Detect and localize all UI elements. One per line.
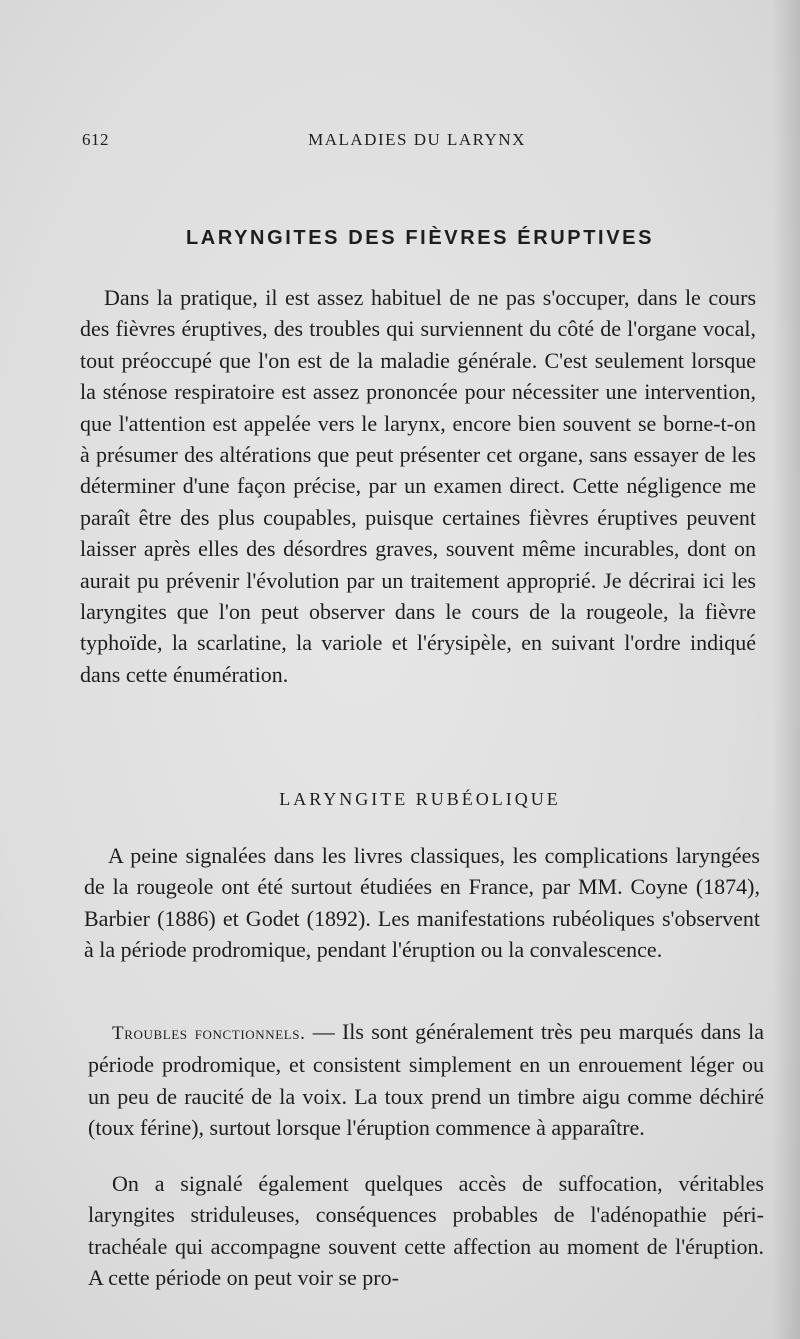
running-title: MALADIES DU LARYNX — [308, 130, 526, 149]
troubles-heading: Troubles fonctionnels. — [112, 1023, 306, 1044]
running-head — [82, 130, 752, 160]
page-number: 612 — [82, 130, 109, 149]
suffocation-paragraph: On a signalé également quelques accès de suffocation, véritables laryngites striduleuses, conséquences probables de l'adénopathie péri-trachéale qui accompagne souvent cette affection au moment de l'éruption. A cette période on peut voir se pro- — [88, 1171, 764, 1291]
rubeolique-intro-paragraph: A peine signalées dans les livres classiques, les complications laryngées de la rougeole ont été surtout étudiées en France, par MM. Coyne (1874), Barbier (1886) et Godet (1892). Les manifestations rubéoliques s'observent à la période prodromique, pendant l'éruption ou la convalescence. — [84, 843, 760, 963]
troubles-paragraph — [88, 1016, 764, 1144]
subsection-title: LARYNGITE RUBÉOLIQUE — [279, 789, 561, 809]
page-edge-shadow — [772, 0, 800, 1339]
troubles-body: — Ils sont généralement très peu marqués dans la période prodromique, et consistent simplement en un enrouement léger ou un peu de raucité de la voix. La toux prend un timbre aigu comme déchiré (toux férine), surtout lorsque l'éruption commence à apparaître. — [88, 1019, 765, 1141]
intro-paragraph: Dans la pratique, il est assez habituel de ne pas s'occuper, dans le cours des fièvres éruptives, des troubles qui surviennent du côté de l'organe vocal, tout préoccupé que l'on est de la maladie générale. C'est seulement lorsque la sténose respiratoire est assez prononcée pour nécessiter une intervention, que l'attention est appelée vers le larynx, encore bien souvent se borne-t-on à présumer des altérations que peut présenter cet organe, sans essayer de les déterminer d'une façon précise, par un examen direct. Cette négligence me paraît être des plus coupables, puisque certaines fièvres éruptives peuvent laisser après elles des désordres graves, souvent même incurables, dont on aurait pu prévenir l'évolution par un traitement approprié. Je décrirai ici les laryngites que l'on peut observer dans le cours de la rougeole, la fièvre typhoïde, la scarlatine, la variole et l'érysipèle, en suivant l'ordre indiqué dans cette énumération. — [80, 285, 756, 687]
section-title: LARYNGITES DES FIÈVRES ÉRUPTIVES — [185, 227, 655, 249]
